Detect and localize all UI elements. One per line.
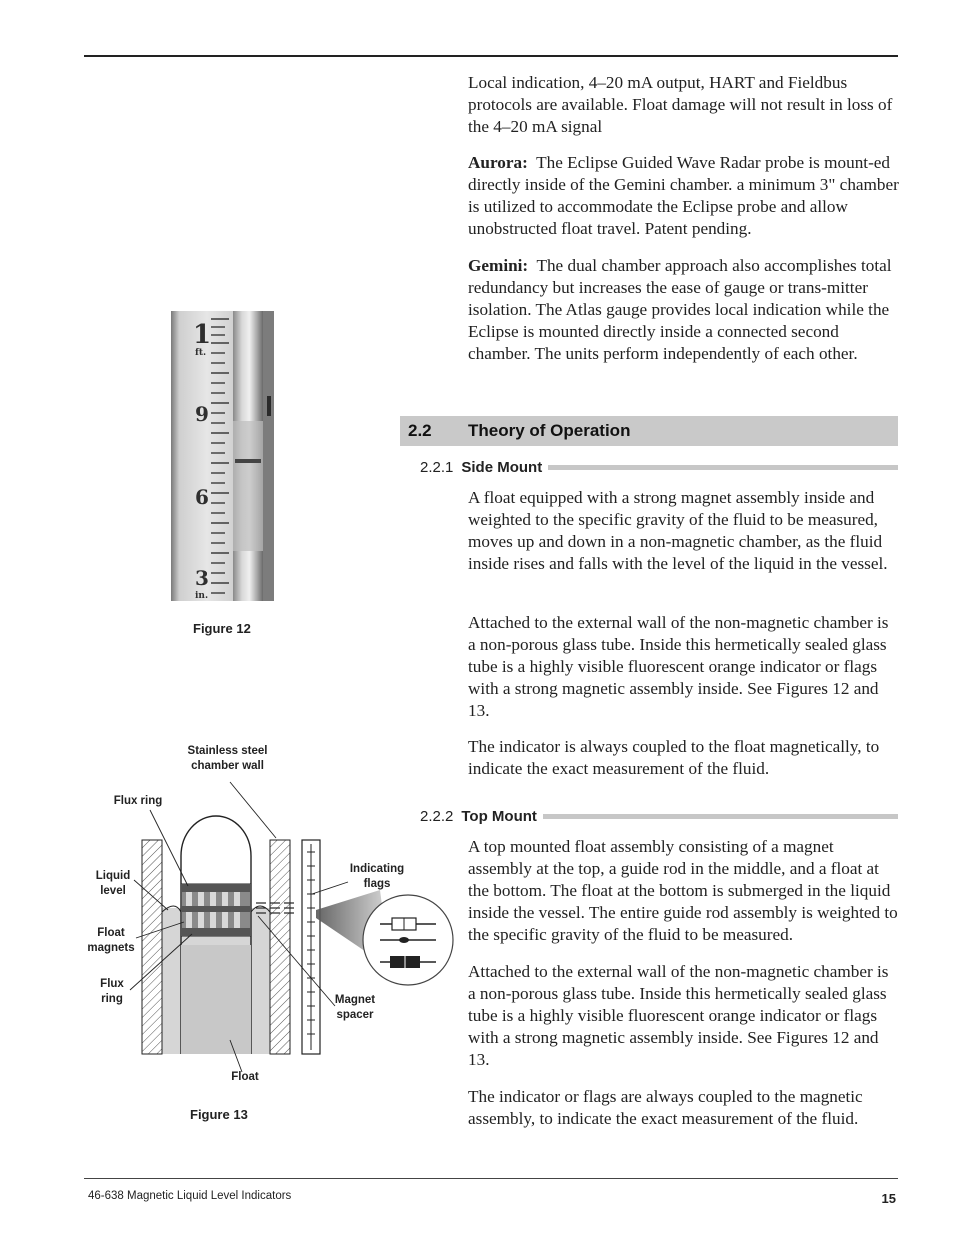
label-float: Float <box>231 1071 259 1083</box>
label-line: Magnet <box>334 994 376 1006</box>
top-rule <box>84 55 898 57</box>
side-mount-text-2: Attached to the external wall of the non-magnetic chamber is a non-porous glass tube. Inside this hermetically sealed glass tube is a highly visible fluorescent orange indicator or flags with a strong magnetic assembly inside. See Figures 12 and 13. <box>468 613 889 720</box>
gauge-scale-photo <box>171 311 274 601</box>
subsection-rule <box>543 814 898 819</box>
subsection-side-mount <box>420 456 898 478</box>
side-mount-text-3: The indicator is always coupled to the float magnetically, to indicate the exact measurement of the fluid. <box>468 737 880 778</box>
footer-document-title: 46-638 Magnetic Liquid Level Indicators <box>88 1190 292 1202</box>
figure-12-caption: Figure 12 <box>193 621 251 636</box>
subsection-number: 2.2.2 <box>420 807 454 825</box>
scale-unit-ft: ft. <box>195 348 207 358</box>
subsection-title: Top Mount <box>461 807 537 825</box>
top-mount-paragraph-2 <box>468 961 900 1071</box>
scale-number-6: 6 <box>195 485 209 509</box>
gemini-paragraph <box>468 255 900 365</box>
section-number: 2.2 <box>408 421 432 440</box>
gemini-text: The dual chamber approach also accomplishes total redundancy but increases the ease of gauge or trans-mitter isolation. The Atlas gauge provides local indication while the Eclipse is mounted directly inside a connected second chamber. The units perform independently of each other. <box>468 256 892 363</box>
subsection-rule <box>548 465 898 470</box>
label-liquid-level <box>88 869 138 899</box>
magnet-assembly <box>181 884 251 936</box>
chamber-wall-right <box>270 840 290 1054</box>
intro-paragraph <box>468 72 900 138</box>
side-mount-paragraph-2 <box>468 612 900 722</box>
label-stainless-steel-chamber-wall <box>170 744 285 774</box>
aurora-paragraph <box>468 152 900 240</box>
aurora-lead: Aurora: <box>468 153 528 172</box>
section-header <box>400 416 898 446</box>
gemini-lead: Gemini: <box>468 256 529 275</box>
top-mount-text-3: The indicator or flags are always coupled to the magnetic assembly, to indicate the exact measurement of the fluid. <box>468 1087 863 1128</box>
aurora-text: The Eclipse Guided Wave Radar probe is mount-ed directly inside of the Gemini chamber. a minimum 3" chamber is utilized to accommodate the Eclipse probe and allow unobstructed float travel. Patent pending. <box>468 153 899 238</box>
label-line: Indicating <box>349 863 405 875</box>
label-line: flags <box>363 878 391 890</box>
label-flux-ring-bottom <box>92 977 132 1007</box>
side-mount-paragraph-1 <box>468 487 900 575</box>
scale-number-9: 9 <box>195 402 209 426</box>
label-line: ring <box>101 993 123 1005</box>
label-line: Stainless steel <box>187 745 268 757</box>
label-line: Flux <box>100 978 124 990</box>
chamber-wall-left <box>142 840 162 1054</box>
side-mount-paragraph-3 <box>468 736 900 780</box>
label-line: Float <box>97 927 125 939</box>
label-line: Liquid <box>95 870 131 882</box>
label-flux-ring-top: Flux ring <box>113 795 163 807</box>
side-mount-text-1: A float equipped with a strong magnet assembly inside and weighted to the specific gravity of the fluid to be measured, moves up and down in a non-magnetic chamber, as the fluid inside rises and falls with the level of the liquid in the vessel. <box>468 488 888 573</box>
top-mount-text-2: Attached to the external wall of the non-magnetic chamber is a non-porous glass tube. Inside this hermetically sealed glass tube is a highly visible fluorescent orange indicator or flags with a strong magnetic assembly inside. See Figures 12 and 13. <box>468 962 889 1069</box>
subsection-number: 2.2.1 <box>420 458 454 476</box>
top-mount-text-1: A top mounted float assembly consisting of a magnet assembly at the top, a guide rod in the middle, and a float at the bottom. The float at the bottom is submerged in the liquid inside the vessel. The entire guide rod assembly is weighted to the specific gravity of the fluid to be measured. <box>468 837 898 944</box>
label-line: magnets <box>87 942 135 954</box>
figure-13-caption: Figure 13 <box>190 1107 248 1122</box>
label-magnet-spacer <box>326 993 384 1023</box>
top-mount-paragraph-3 <box>468 1086 900 1130</box>
subsection-top-mount <box>420 805 898 827</box>
subsection-title: Side Mount <box>461 458 543 476</box>
bottom-rule <box>84 1178 898 1179</box>
label-line: chamber wall <box>191 760 264 772</box>
scale-number-1: 1 <box>193 320 212 350</box>
scale-number-3: 3 <box>195 566 209 590</box>
section-title: Theory of Operation <box>468 421 631 440</box>
intro-text: Local indication, 4–20 mA output, HART and Fieldbus protocols are available. Float damage will not result in loss of the 4–20 mA signal <box>468 73 893 136</box>
page-number: 15 <box>881 1191 896 1206</box>
scale-unit-in: in. <box>195 591 209 601</box>
label-line: level <box>100 885 126 897</box>
label-float-magnets <box>82 926 140 956</box>
label-line: spacer <box>336 1009 374 1021</box>
top-mount-paragraph-1 <box>468 836 900 946</box>
label-indicating-flags <box>340 862 414 892</box>
